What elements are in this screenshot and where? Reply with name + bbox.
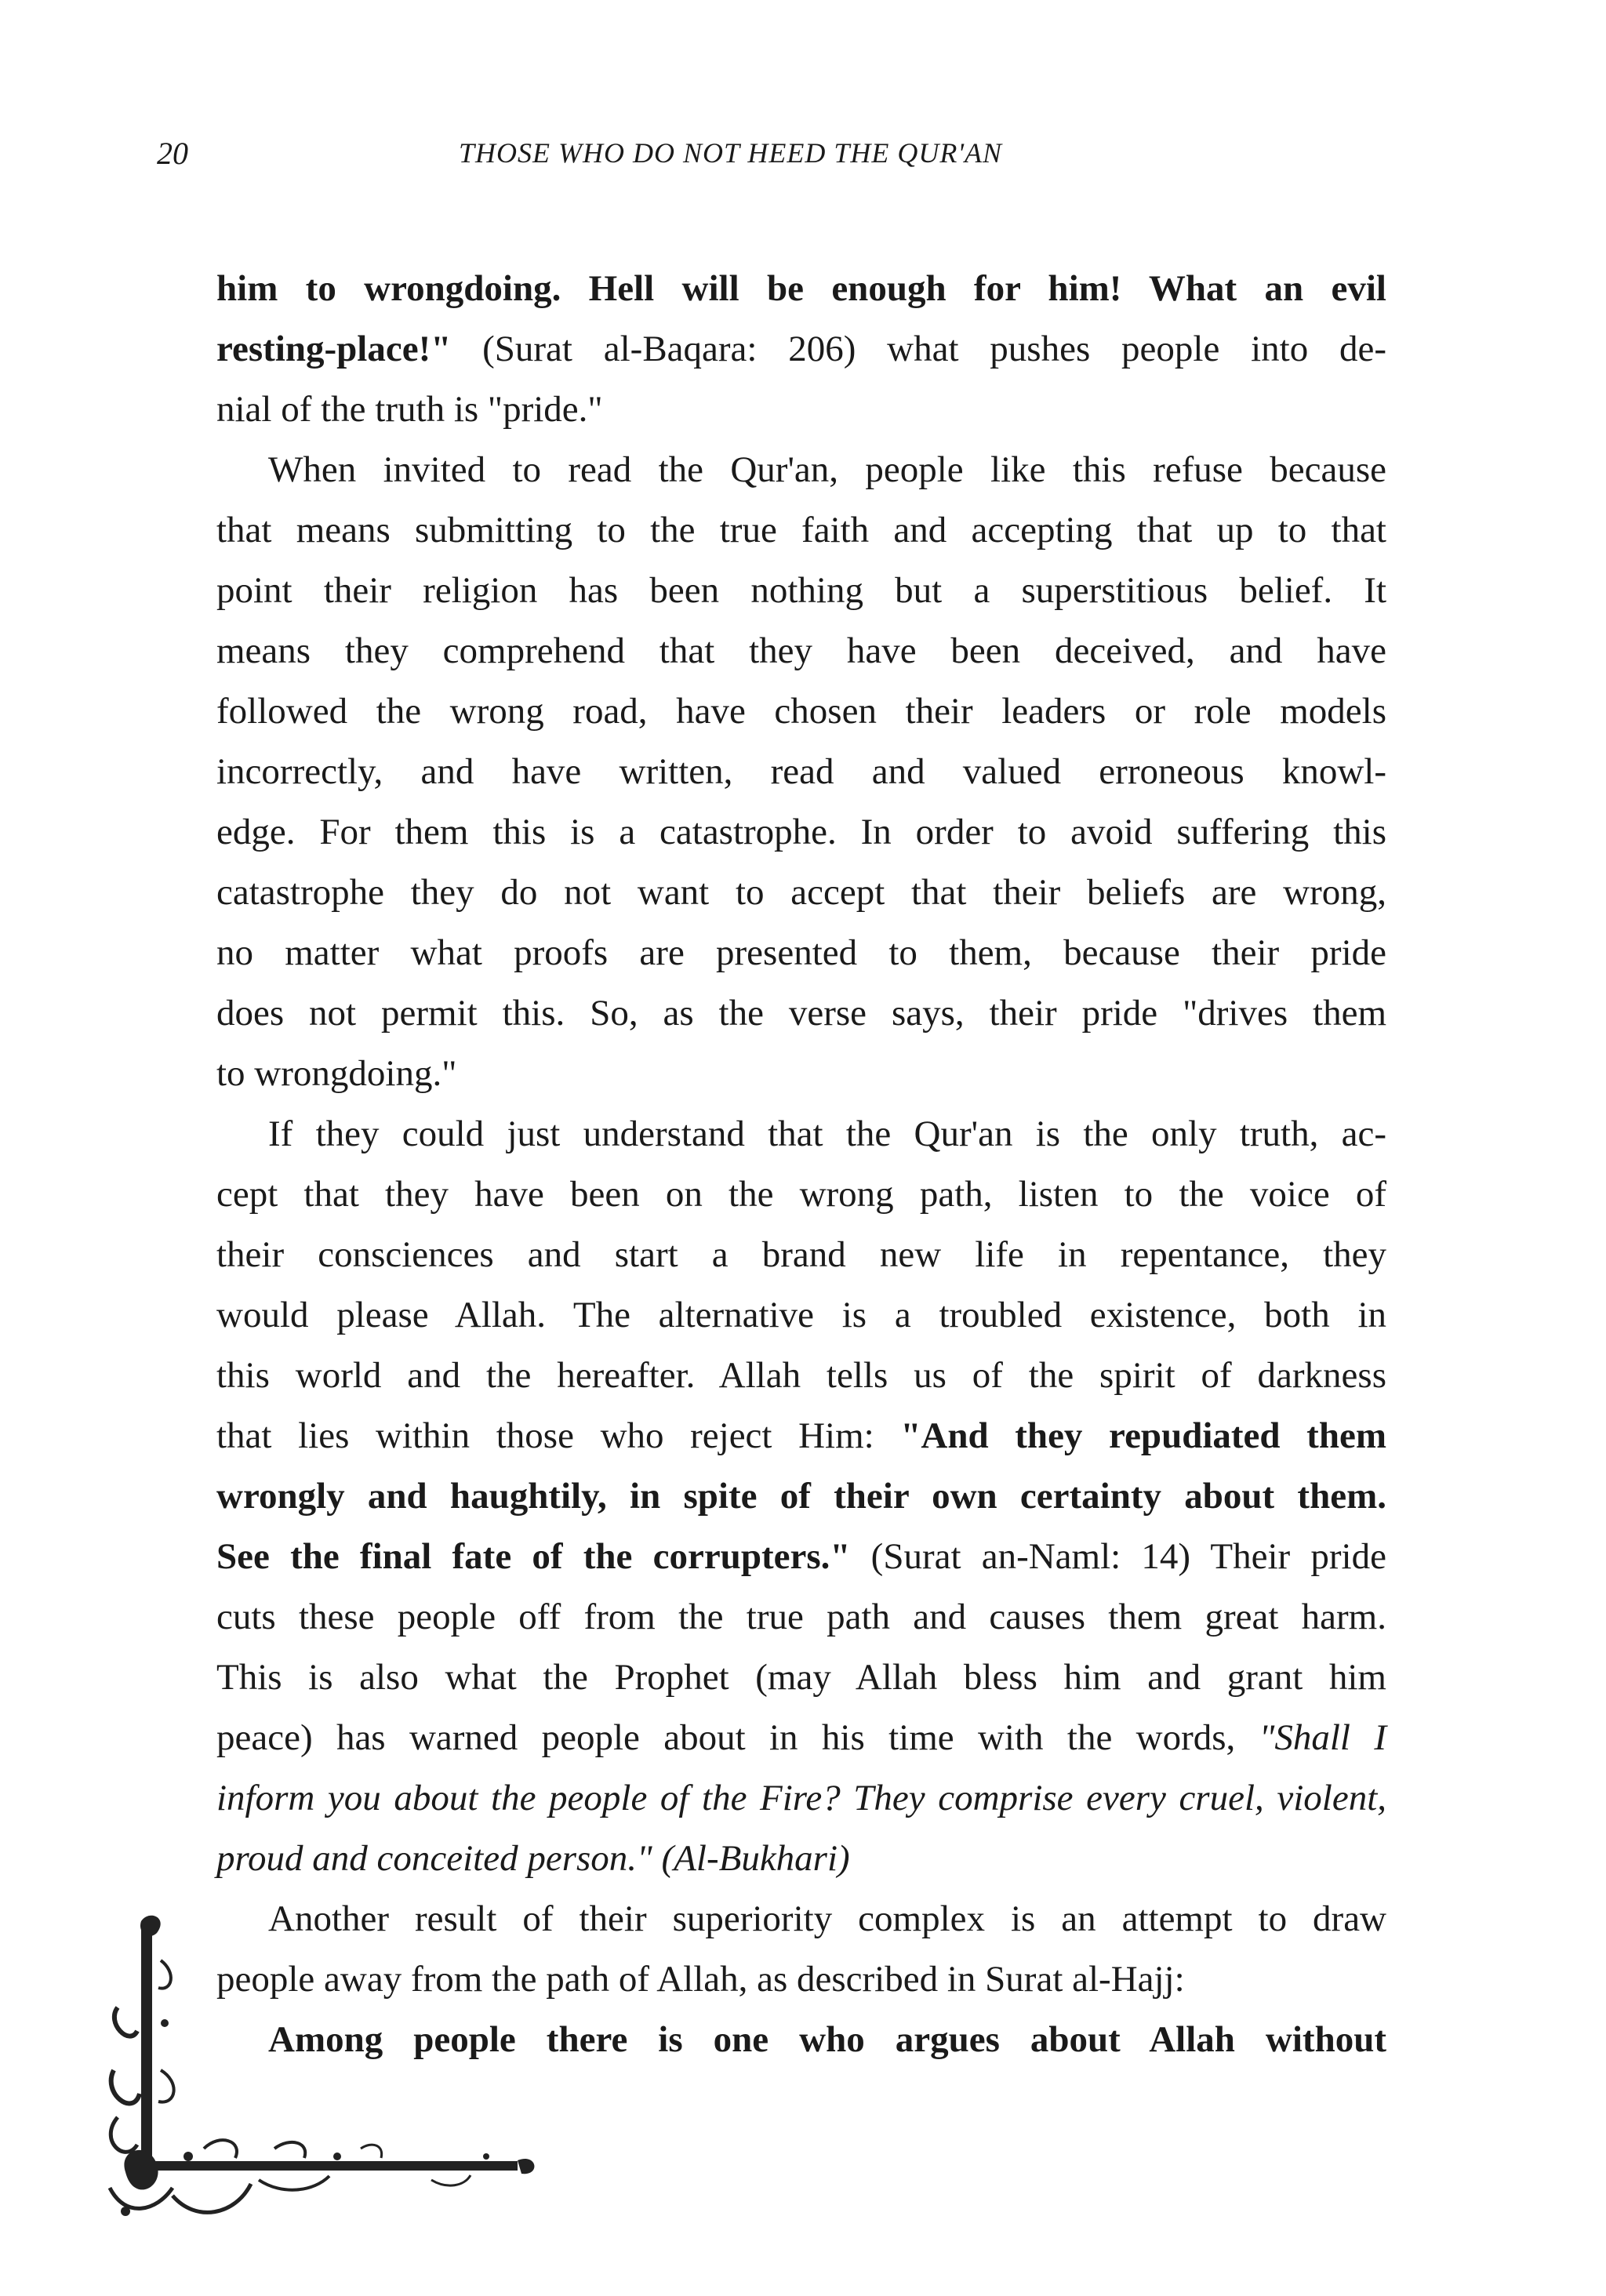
text-line [216,983,1386,1044]
bold-text: Among people there is one who argues about Allah without [268,2019,1386,2060]
text-span: does not permit this. So, as the verse says, their pride "drives them [216,993,1386,1034]
text-line [216,319,1386,380]
text-span: this world and the hereafter. Allah tells us of the spirit of darkness [216,1355,1386,1396]
text-span: point their religion has been nothing but a superstitious belief. It [216,570,1386,611]
text-line [216,1768,1386,1829]
text-line [216,863,1386,923]
text-span: Another result of their superiority complex is an attempt to draw [268,1898,1386,1939]
text-line [216,681,1386,742]
bold-text: wrongly and haughtily, in spite of their own certainty about them. [216,1476,1386,1517]
text-span: nial of the truth is "pride." [216,389,603,430]
text-line [216,1648,1386,1708]
text-span: (Surat an-Naml: 14) Their pride [850,1536,1386,1577]
body-text [216,259,1386,2070]
text-line [216,1285,1386,1346]
text-line [216,1225,1386,1285]
bold-text: See the final fate of the corrupters." [216,1536,851,1577]
text-line [216,1527,1386,1587]
text-span: followed the wrong road, have chosen their leaders or role models [216,691,1386,732]
text-span: If they could just understand that the Qur'an is the only truth, ac- [268,1113,1386,1154]
text-line [216,1406,1386,1466]
text-span: incorrectly, and have written, read and valued erroneous knowl- [216,751,1386,792]
text-line [216,1829,1386,1889]
text-line [216,1466,1386,1527]
text-span: cuts these people off from the true path and causes them great harm. [216,1597,1386,1637]
text-line [216,1044,1386,1104]
text-line [216,1587,1386,1648]
text-line [216,621,1386,681]
text-span: (Surat al-Baqara: 206) what pushes people into de- [451,329,1386,369]
text-line [216,1164,1386,1225]
bold-text: "And they repudiated them [900,1415,1386,1456]
text-span: their consciences and start a brand new life in repentance, they [216,1234,1386,1275]
italic-text: "Shall I [1259,1717,1386,1758]
text-span: This is also what the Prophet (may Allah bless him and grant him [216,1657,1386,1698]
text-span: to wrongdoing." [216,1053,457,1094]
text-span: no matter what proofs are presented to them, because their pride [216,932,1386,973]
text-span: cept that they have been on the wrong path, listen to the voice of [216,1174,1386,1215]
text-line [216,802,1386,863]
text-line [216,742,1386,802]
text-line [216,1708,1386,1768]
bold-text: resting-place!" [216,329,452,369]
text-span: would please Allah. The alternative is a troubled existence, both in [216,1295,1386,1335]
text-span: that lies within those who reject Him: [216,1415,901,1456]
text-line [216,500,1386,561]
page-number: 20 [157,136,188,171]
bold-text: him to wrongdoing. Hell will be enough for him! What an evil [216,268,1386,309]
text-span: catastrophe they do not want to accept that their beliefs are wrong, [216,872,1386,913]
page-header [0,135,1606,182]
corner-ornament [102,1913,541,2227]
text-span: When invited to read the Qur'an, people like this refuse because [268,449,1386,490]
italic-text: inform you about the people of the Fire? They comprise every cruel, violent, [216,1778,1386,1818]
text-line [216,1104,1386,1164]
text-line [216,561,1386,621]
text-line [216,1346,1386,1406]
text-span: edge. For them this is a catastrophe. In order to avoid suffering this [216,812,1386,852]
text-span: peace) has warned people about in his time with the words, [216,1717,1259,1758]
text-line [216,440,1386,500]
text-line [216,923,1386,983]
text-line [216,259,1386,319]
running-title: THOSE WHO DO NOT HEED THE QUR'AN [459,137,1003,169]
text-span: means they comprehend that they have been deceived, and have [216,630,1386,671]
italic-text: proud and conceited person." (Al-Bukhari) [216,1838,850,1879]
text-line [216,380,1386,440]
text-span: that means submitting to the true faith and accepting that up to that [216,510,1386,550]
text-span: people away from the path of Allah, as described in Surat al-Hajj: [216,1959,1185,2000]
